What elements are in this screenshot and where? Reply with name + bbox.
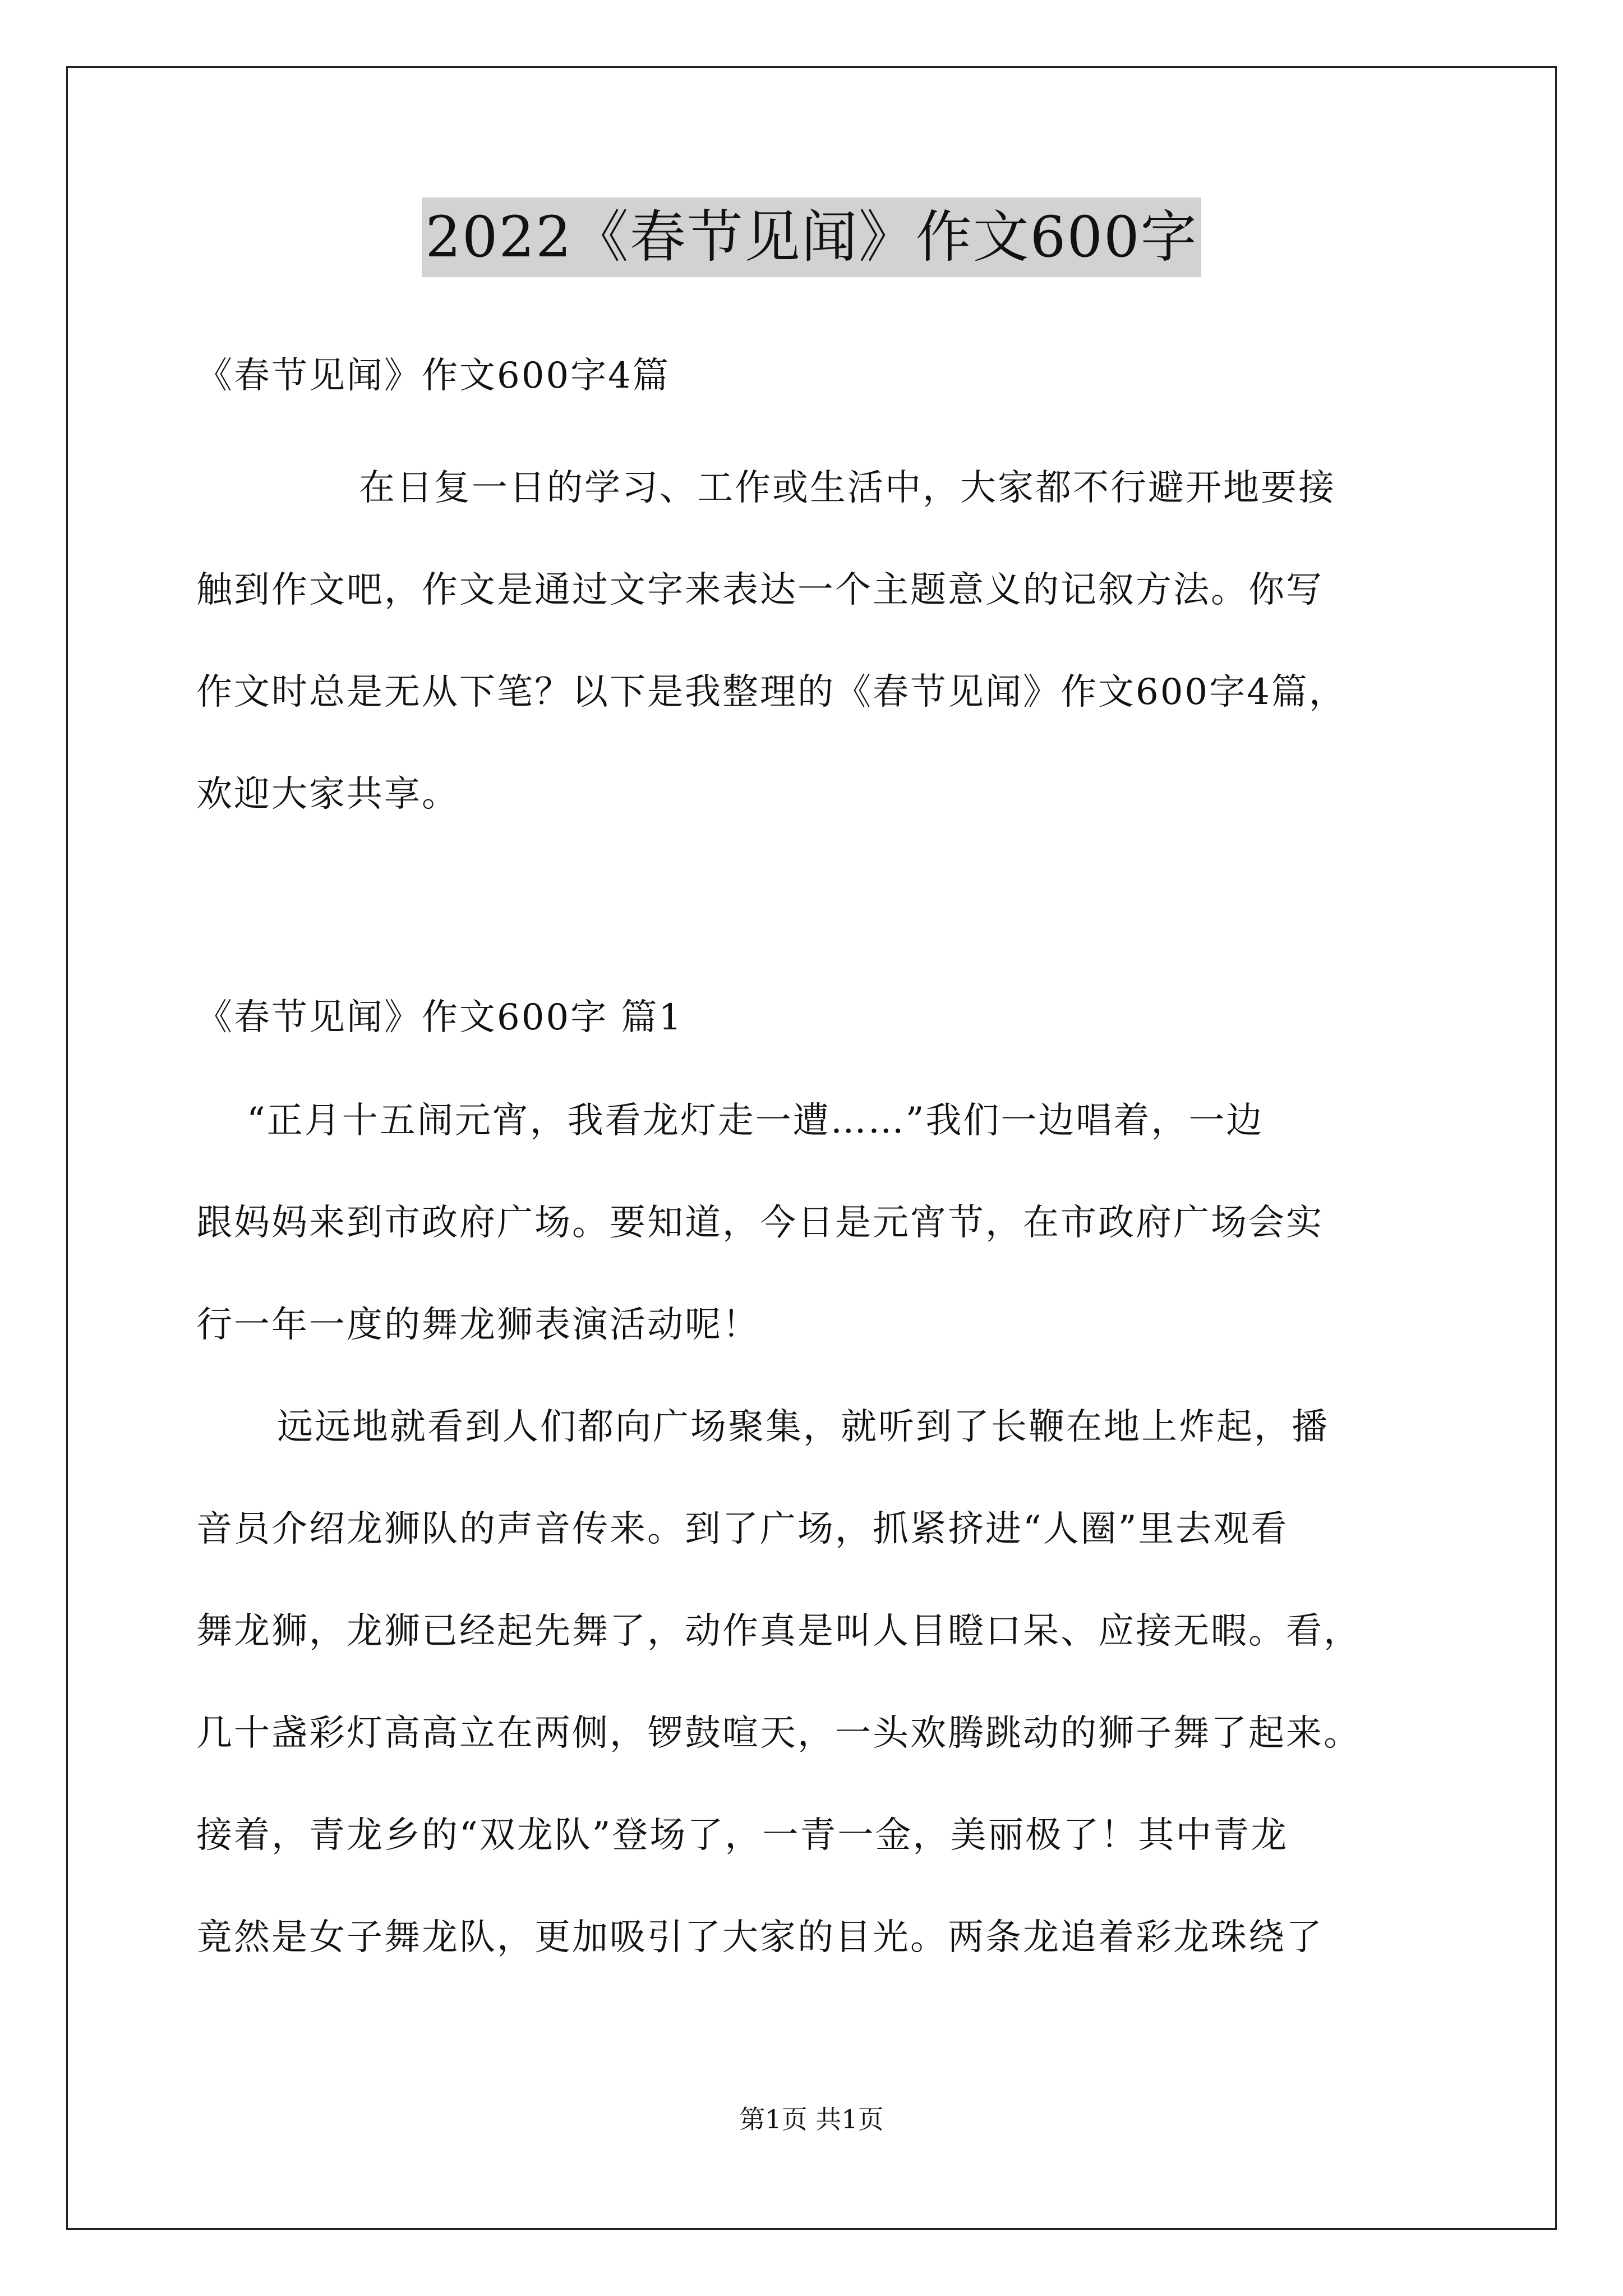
document-title: 2022《春节见闻》作文600字 [422,197,1201,277]
para2-line-5: 接着，青龙乡的“双龙队”登场了，一青一金，美丽极了！其中青龙 [196,1815,1289,1856]
para1-line-2: 跟妈妈来到市政府广场。要知道，今日是元宵节，在市政府广场会实 [196,1202,1324,1244]
page-footer: 第1页 共1页 [739,2104,884,2134]
para2-line-1: 远远地就看到人们都向广场聚集，就听到了长鞭在地上炸起，播 [277,1406,1329,1448]
para2-line-6: 竟然是女子舞龙队，更加吸引了大家的目光。两条龙追着彩龙珠绕了 [196,1917,1324,1958]
para2-line-4: 几十盏彩灯高高立在两侧，锣鼓喧天，一头欢腾跳动的狮子舞了起来。 [196,1713,1361,1754]
document-subtitle: 《春节见闻》作文600字4篇 [196,355,670,397]
title-container [0,197,1623,277]
section-heading: 《春节见闻》作文600字 篇1 [196,997,684,1038]
para2-line-3: 舞龙狮，龙狮已经起先舞了，动作真是叫人目瞪口呆、应接无暇。看， [196,1611,1361,1652]
para1-line-3: 行一年一度的舞龙狮表演活动呢！ [196,1304,760,1346]
intro-line-1: 在日复一日的学习、工作或生活中，大家都不行避开地要接 [359,467,1336,509]
intro-line-4: 欢迎大家共享。 [196,774,459,815]
intro-line-2: 触到作文吧，作文是通过文字来表达一个主题意义的记叙方法。你写 [196,569,1324,611]
para2-line-2: 音员介绍龙狮队的声音传来。到了广场，抓紧挤进“人圈”里去观看 [196,1508,1289,1550]
intro-line-3: 作文时总是无从下笔？以下是我整理的《春节见闻》作文600字4篇， [196,671,1347,713]
para1-line-1: “正月十五闹元宵，我看龙灯走一遭……”我们一边唱着，一边 [247,1100,1264,1142]
